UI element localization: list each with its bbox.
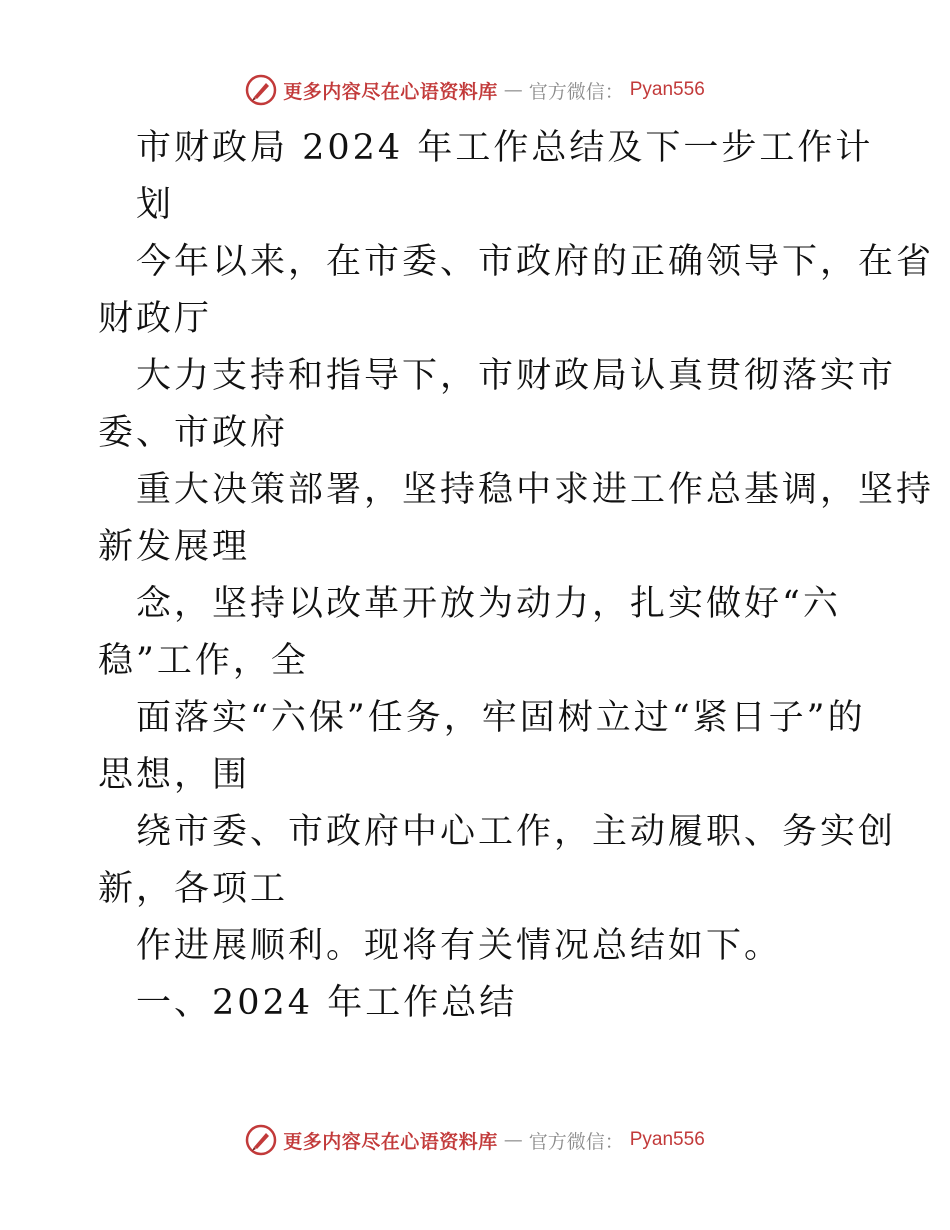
watermark-channel: 官方微信：: [528, 1130, 624, 1153]
paragraph-line: 稳”工作，全: [98, 641, 309, 681]
pen-logo-icon: [245, 74, 277, 106]
paragraph-line: 新，各项工: [98, 869, 289, 909]
section-heading: 一、2024 年工作总结: [136, 983, 518, 1023]
paragraph-line: 面落实“六保”任务，牢固树立过“紧日子”的: [136, 698, 866, 738]
paragraph-line: 作进展顺利。现将有关情况总结如下。: [136, 926, 783, 966]
paragraph-line: 重大决策部署，坚持稳中求进工作总基调，坚持: [136, 470, 935, 510]
paragraph-line: 新发展理: [98, 527, 251, 567]
watermark-account: Pyan556: [629, 1129, 705, 1150]
paragraph-line: 今年以来，在市委、市政府的正确领导下，在省: [136, 242, 935, 282]
footer-watermark: [0, 1120, 950, 1160]
paragraph-line: 大力支持和指导下，市财政局认真贯彻落实市: [136, 356, 897, 396]
paragraph-line: 思想，围: [98, 755, 251, 795]
watermark-separator: —: [503, 79, 523, 101]
watermark-brand: 更多内容尽在心语资料库: [283, 1130, 498, 1153]
paragraph-line: 财政厅: [98, 299, 213, 339]
document-title-line: 划: [136, 185, 175, 225]
document-title-line: 市财政局 2024 年工作总结及下一步工作计: [136, 128, 874, 168]
watermark-account: Pyan556: [629, 79, 705, 100]
watermark-brand: 更多内容尽在心语资料库: [283, 80, 498, 103]
watermark-channel: 官方微信：: [528, 80, 624, 103]
document-body: [98, 120, 935, 1032]
paragraph-line: 念，坚持以改革开放为动力，扎实做好“六: [136, 584, 841, 624]
pen-logo-icon: [245, 1124, 277, 1156]
watermark-separator: —: [503, 1129, 523, 1151]
paragraph-line: 绕市委、市政府中心工作，主动履职、务实创: [136, 812, 897, 852]
paragraph-line: 委、市政府: [98, 413, 289, 453]
header-watermark: [0, 70, 950, 110]
